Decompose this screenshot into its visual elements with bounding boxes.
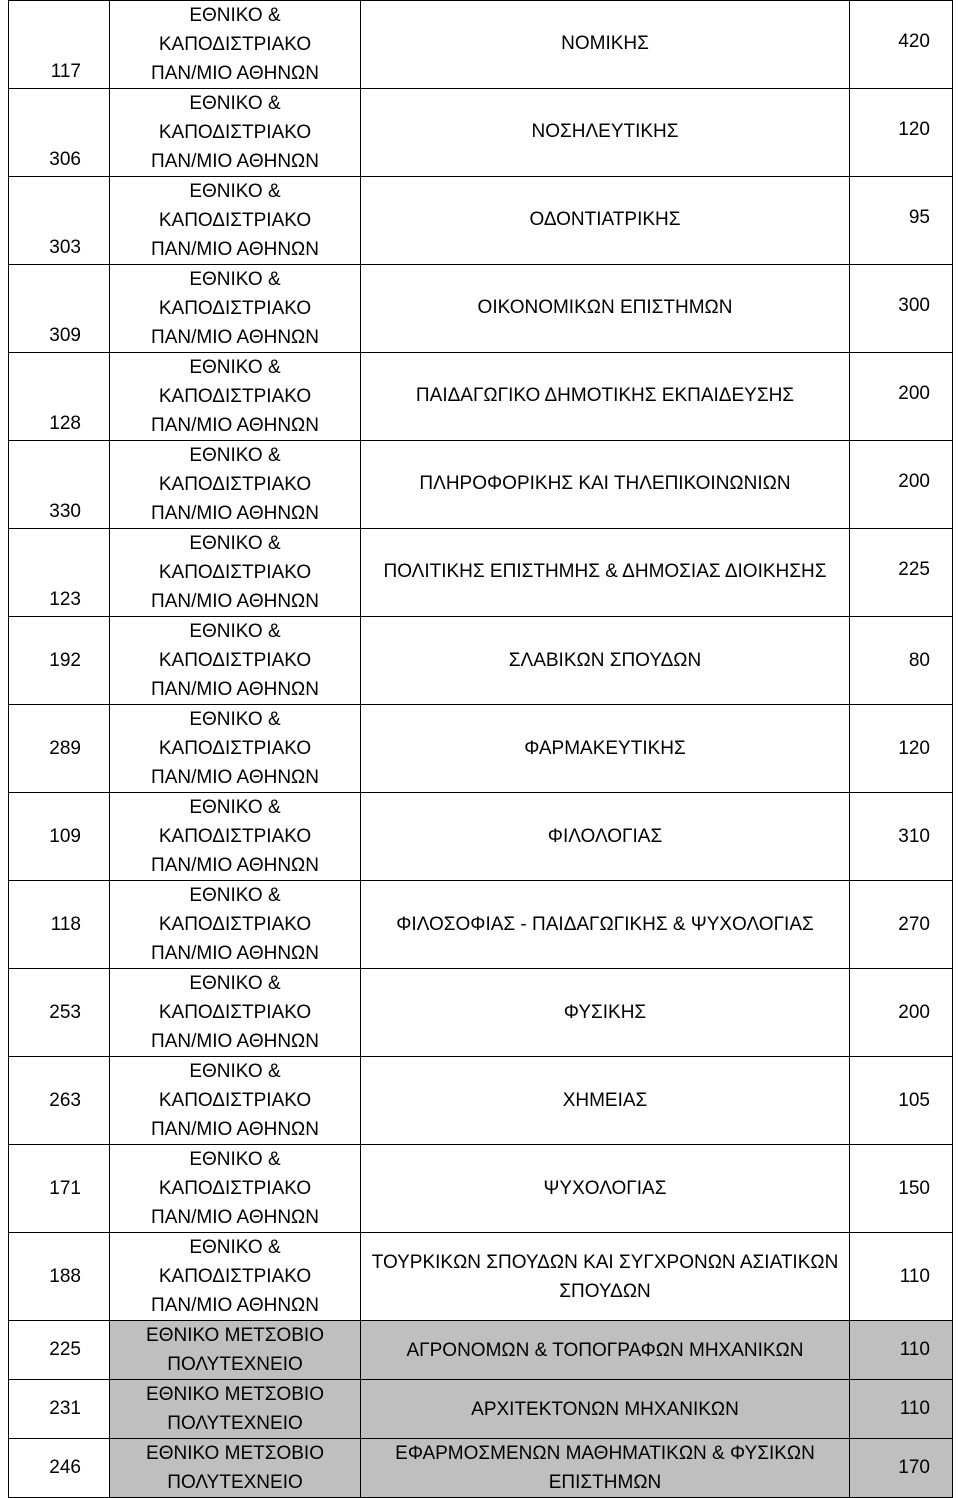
table-row (9, 617, 953, 705)
university-line: ΕΘΝΙΚΟ & (189, 5, 281, 26)
table-row (9, 1439, 953, 1498)
department-cell: ΣΛΑΒΙΚΩΝ ΣΠΟΥΔΩΝ (361, 617, 850, 705)
university-line: ΠΑΝ/ΜΙΟ ΑΘΗΝΩΝ (151, 503, 319, 524)
university-line: ΠΑΝ/ΜΙΟ ΑΘΗΝΩΝ (151, 239, 319, 260)
university-cell (110, 265, 361, 353)
university-cell (110, 1057, 361, 1145)
seats-cell: 120 (850, 705, 953, 793)
university-line: ΠΟΛΥΤΕΧΝΕΙΟ (167, 1472, 303, 1493)
university-line: ΕΘΝΙΚΟ & (189, 621, 281, 642)
code-cell: 225 (9, 1321, 110, 1380)
seats-cell: 110 (850, 1380, 953, 1439)
code-cell: 188 (9, 1233, 110, 1321)
seats-cell: 200 (850, 441, 953, 529)
table-row (9, 1, 953, 89)
department-cell: ΦΙΛΟΣΟΦΙΑΣ - ΠΑΙΔΑΓΩΓΙΚΗΣ & ΨΥΧΟΛΟΓΙΑΣ (361, 881, 850, 969)
department-line: ΤΟΥΡΚΙΚΩΝ ΣΠΟΥΔΩΝ ΚΑΙ ΣΥΓΧΡΟΝΩΝ ΑΣΙΑΤΙΚΩΝ (371, 1251, 839, 1273)
university-line: ΠΑΝ/ΜΙΟ ΑΘΗΝΩΝ (151, 767, 319, 788)
table-row (9, 1380, 953, 1439)
seats-cell: 80 (850, 617, 953, 705)
code-cell: 289 (9, 705, 110, 793)
table-row (9, 1321, 953, 1380)
department-cell: ΦΙΛΟΛΟΓΙΑΣ (361, 793, 850, 881)
seats-cell: 420 (850, 1, 953, 89)
seats-cell: 270 (850, 881, 953, 969)
code-cell: 246 (9, 1439, 110, 1498)
university-line: ΕΘΝΙΚΟ ΜΕΤΣΟΒΙΟ (146, 1384, 324, 1405)
seats-cell: 105 (850, 1057, 953, 1145)
university-line: ΚΑΠΟΔΙΣΤΡΙΑΚΟ (158, 1090, 312, 1111)
university-line: ΚΑΠΟΔΙΣΤΡΙΑΚΟ (158, 474, 312, 495)
code-cell: 118 (9, 881, 110, 969)
department-cell: ΝΟΜΙΚΗΣ (361, 1, 850, 89)
university-line: ΕΘΝΙΚΟ & (189, 181, 281, 202)
university-line: ΕΘΝΙΚΟ ΜΕΤΣΟΒΙΟ (146, 1325, 324, 1346)
university-line: ΚΑΠΟΔΙΣΤΡΙΑΚΟ (158, 122, 312, 143)
university-line: ΕΘΝΙΚΟ & (189, 973, 281, 994)
department-line: ΣΠΟΥΔΩΝ (559, 1280, 651, 1302)
table-row (9, 969, 953, 1057)
department-cell: ΝΟΣΗΛΕΥΤΙΚΗΣ (361, 89, 850, 177)
university-line: ΚΑΠΟΔΙΣΤΡΙΑΚΟ (158, 650, 312, 671)
code-cell: 309 (9, 265, 110, 353)
university-line: ΕΘΝΙΚΟ & (189, 445, 281, 466)
seats-cell: 95 (850, 177, 953, 265)
code-cell: 171 (9, 1145, 110, 1233)
seats-cell: 110 (850, 1233, 953, 1321)
university-line: ΠΑΝ/ΜΙΟ ΑΘΗΝΩΝ (151, 415, 319, 436)
university-cell (110, 1233, 361, 1321)
code-cell: 253 (9, 969, 110, 1057)
table-row (9, 353, 953, 441)
table-row (9, 89, 953, 177)
university-line: ΕΘΝΙΚΟ & (189, 1237, 281, 1258)
table-row (9, 1233, 953, 1321)
university-line: ΚΑΠΟΔΙΣΤΡΙΑΚΟ (158, 1002, 312, 1023)
code-cell: 109 (9, 793, 110, 881)
seats-cell: 170 (850, 1439, 953, 1498)
university-cell (110, 89, 361, 177)
university-cell (110, 1, 361, 89)
university-line: ΠΑΝ/ΜΙΟ ΑΘΗΝΩΝ (151, 591, 319, 612)
department-cell: ΦΥΣΙΚΗΣ (361, 969, 850, 1057)
university-cell (110, 1145, 361, 1233)
university-line: ΠΑΝ/ΜΙΟ ΑΘΗΝΩΝ (151, 151, 319, 172)
table-row (9, 793, 953, 881)
university-cell (110, 441, 361, 529)
seats-cell: 110 (850, 1321, 953, 1380)
table-row (9, 177, 953, 265)
university-cell (110, 617, 361, 705)
university-cell (110, 969, 361, 1057)
university-cell (110, 177, 361, 265)
university-cell (110, 1321, 361, 1380)
university-line: ΠΑΝ/ΜΙΟ ΑΘΗΝΩΝ (151, 1031, 319, 1052)
university-line: ΠΑΝ/ΜΙΟ ΑΘΗΝΩΝ (151, 327, 319, 348)
department-cell: ΠΑΙΔΑΓΩΓΙΚΟ ΔΗΜΟΤΙΚΗΣ ΕΚΠΑΙΔΕΥΣΗΣ (361, 353, 850, 441)
university-cell (110, 881, 361, 969)
university-line: ΠΑΝ/ΜΙΟ ΑΘΗΝΩΝ (151, 1207, 319, 1228)
university-line: ΕΘΝΙΚΟ & (189, 93, 281, 114)
university-line: ΕΘΝΙΚΟ & (189, 1061, 281, 1082)
seats-cell: 300 (850, 265, 953, 353)
university-line: ΕΘΝΙΚΟ & (189, 357, 281, 378)
table-row (9, 1145, 953, 1233)
university-line: ΚΑΠΟΔΙΣΤΡΙΑΚΟ (158, 210, 312, 231)
seats-cell: 225 (850, 529, 953, 617)
table-row (9, 705, 953, 793)
table-row (9, 529, 953, 617)
table-row (9, 881, 953, 969)
university-line: ΚΑΠΟΔΙΣΤΡΙΑΚΟ (158, 386, 312, 407)
university-line: ΠΑΝ/ΜΙΟ ΑΘΗΝΩΝ (151, 855, 319, 876)
department-line: ΕΦΑΡΜΟΣΜΕΝΩΝ ΜΑΘΗΜΑΤΙΚΩΝ & ΦΥΣΙΚΩΝ (395, 1443, 815, 1464)
university-cell (110, 1439, 361, 1498)
code-cell: 128 (9, 353, 110, 441)
university-line: ΕΘΝΙΚΟ & (189, 885, 281, 906)
code-cell: 231 (9, 1380, 110, 1439)
university-line: ΠΑΝ/ΜΙΟ ΑΘΗΝΩΝ (151, 679, 319, 700)
university-cell (110, 793, 361, 881)
department-cell: ΨΥΧΟΛΟΓΙΑΣ (361, 1145, 850, 1233)
university-line: ΚΑΠΟΔΙΣΤΡΙΑΚΟ (158, 1266, 312, 1287)
seats-cell: 310 (850, 793, 953, 881)
code-cell: 117 (9, 1, 110, 89)
university-line: ΕΘΝΙΚΟ & (189, 269, 281, 290)
code-cell: 303 (9, 177, 110, 265)
university-line: ΠΑΝ/ΜΙΟ ΑΘΗΝΩΝ (151, 1119, 319, 1140)
university-line: ΕΘΝΙΚΟ & (189, 533, 281, 554)
university-line: ΕΘΝΙΚΟ & (189, 1149, 281, 1170)
university-line: ΠΟΛΥΤΕΧΝΕΙΟ (167, 1354, 303, 1375)
table-row (9, 1057, 953, 1145)
university-line: ΚΑΠΟΔΙΣΤΡΙΑΚΟ (158, 914, 312, 935)
department-cell (361, 1233, 850, 1321)
seats-cell: 200 (850, 353, 953, 441)
department-line: ΕΠΙΣΤΗΜΩΝ (548, 1472, 662, 1493)
department-cell: ΟΙΚΟΝΟΜΙΚΩΝ ΕΠΙΣΤΗΜΩΝ (361, 265, 850, 353)
university-cell (110, 1380, 361, 1439)
university-line: ΠΑΝ/ΜΙΟ ΑΘΗΝΩΝ (151, 1295, 319, 1316)
university-line: ΕΘΝΙΚΟ & (189, 709, 281, 730)
seats-cell: 150 (850, 1145, 953, 1233)
department-cell: ΟΔΟΝΤΙΑΤΡΙΚΗΣ (361, 177, 850, 265)
code-cell: 263 (9, 1057, 110, 1145)
university-line: ΚΑΠΟΔΙΣΤΡΙΑΚΟ (158, 1178, 312, 1199)
university-cell (110, 705, 361, 793)
university-line: ΠΑΝ/ΜΙΟ ΑΘΗΝΩΝ (151, 943, 319, 964)
university-cell (110, 353, 361, 441)
departments-table (8, 0, 953, 1498)
university-line: ΕΘΝΙΚΟ ΜΕΤΣΟΒΙΟ (146, 1443, 324, 1464)
university-line: ΚΑΠΟΔΙΣΤΡΙΑΚΟ (158, 738, 312, 759)
university-line: ΚΑΠΟΔΙΣΤΡΙΑΚΟ (158, 826, 312, 847)
university-line: ΠΟΛΥΤΕΧΝΕΙΟ (167, 1413, 303, 1434)
university-line: ΚΑΠΟΔΙΣΤΡΙΑΚΟ (158, 562, 312, 583)
department-cell: ΧΗΜΕΙΑΣ (361, 1057, 850, 1145)
seats-cell: 200 (850, 969, 953, 1057)
university-line: ΚΑΠΟΔΙΣΤΡΙΑΚΟ (158, 34, 312, 55)
university-cell (110, 529, 361, 617)
code-cell: 192 (9, 617, 110, 705)
table-row (9, 441, 953, 529)
code-cell: 123 (9, 529, 110, 617)
table-body (9, 1, 953, 1498)
department-cell: ΠΛΗΡΟΦΟΡΙΚΗΣ ΚΑΙ ΤΗΛΕΠΙΚΟΙΝΩΝΙΩΝ (361, 441, 850, 529)
code-cell: 306 (9, 89, 110, 177)
table-row (9, 265, 953, 353)
department-cell: ΑΡΧΙΤΕΚΤΟΝΩΝ ΜΗΧΑΝΙΚΩΝ (361, 1380, 850, 1439)
department-cell (361, 1439, 850, 1498)
department-cell: ΦΑΡΜΑΚΕΥΤΙΚΗΣ (361, 705, 850, 793)
university-line: ΚΑΠΟΔΙΣΤΡΙΑΚΟ (158, 298, 312, 319)
seats-cell: 120 (850, 89, 953, 177)
code-cell: 330 (9, 441, 110, 529)
university-line: ΠΑΝ/ΜΙΟ ΑΘΗΝΩΝ (151, 63, 319, 84)
university-line: ΕΘΝΙΚΟ & (189, 797, 281, 818)
department-cell: ΠΟΛΙΤΙΚΗΣ ΕΠΙΣΤΗΜΗΣ & ΔΗΜΟΣΙΑΣ ΔΙΟΙΚΗΣΗΣ (361, 529, 850, 617)
department-cell: ΑΓΡΟΝΟΜΩΝ & ΤΟΠΟΓΡΑΦΩΝ ΜΗΧΑΝΙΚΩΝ (361, 1321, 850, 1380)
